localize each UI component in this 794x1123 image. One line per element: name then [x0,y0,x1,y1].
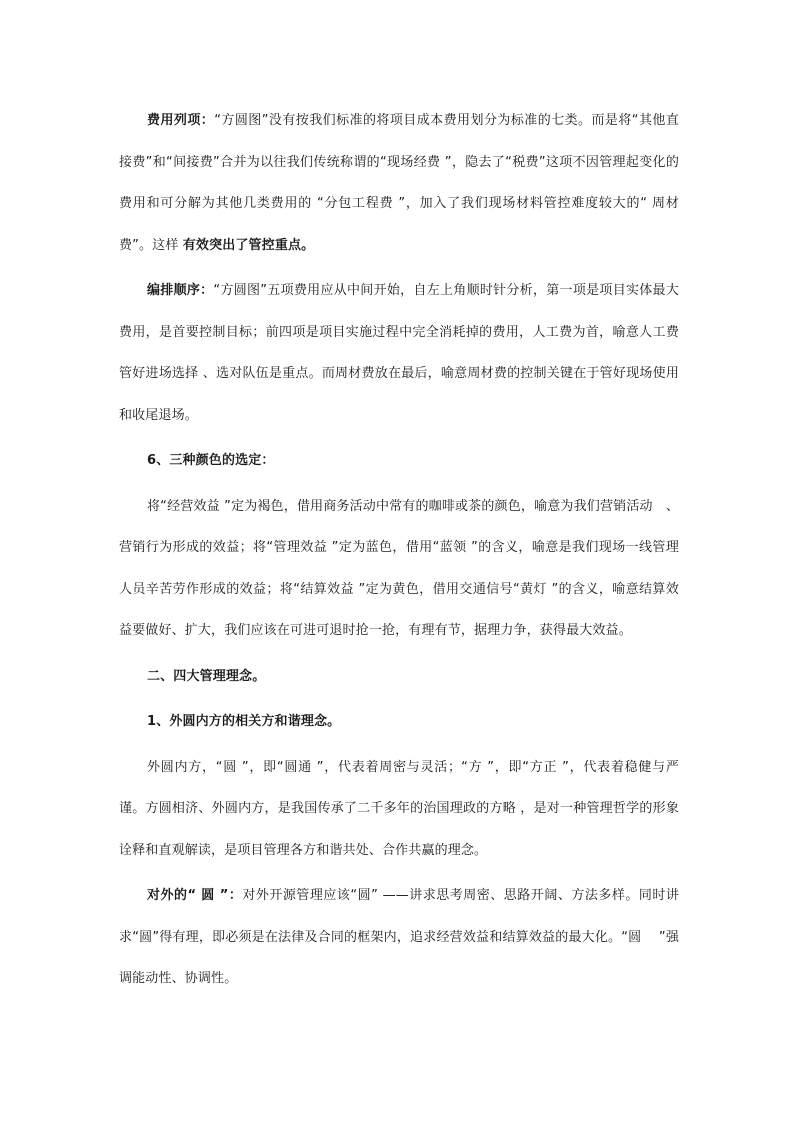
heading-four-concepts: 二、四大管理理念。 [147,668,266,684]
document-body [119,100,679,1004]
lead-order: 编排顺序： [147,283,214,298]
lead-external-round: 对外的“ 圆 ”： [147,888,243,903]
paragraph-colors: 将“经营效益 ”定为褐色，借用商务活动中常有的咖啡或茶的颜色，喻意为我们营销活动 、营销行为形成的效益；将“管理效益 ”定为蓝色，借用“蓝领 ”的含义，喻意是我们现场一线管理人员辛苦劳作形成的效益；将“结算效益 ”定为黄色，借用交通信号“黄灯 ”的含义，喻意结算效益要做好、扩大，我们应该在可进可退时抢一抢，有理有节，据理力争，获得最大效益。 [119,498,679,638]
lead-cost-items: 费用列项： [147,113,215,128]
text-order: “方圆图”五项费用应从中间开始，自左上角顺时针分析，第一项是项目实体最大费用，是首要控制目标；前四项是项目实施过程中完全消耗掉的费用，人工费为首，喻意人工费管好进场选择 、选对队伍是重点。而周材费放在最后，喻意周材费的控制关键在于管好现场使用和收尾退场。 [119,283,679,423]
heading-three-colors: 6、三种颜色的选定： [147,453,275,468]
text-external-round: 对外开源管理应该“圆” ——讲求思考周密、思路开阔、方法多样。同时讲求“圆”得有理，即必须是在法律及合同的框架内，追求经营效益和结算效益的最大化。“圆 ”强调能动性、协调性。 [119,888,679,986]
paragraph-cost-items [119,100,679,266]
paragraph-outer-round: 外圆内方，“圆 ”，即“圆通 ”，代表着周密与灵活；“方 ”，即“方正 ”，代表着稳健与严谨。方圆相济、外圆内方，是我国传承了二千多年的治国理政的方略 ，是对一种管理哲学的形象诠释和直观解读，是项目管理各方和谐共处、合作共赢的理念。 [119,759,679,858]
paragraph-order [119,270,679,436]
paragraph-external-round [119,875,679,1000]
emphasis-cost-items: 有效突出了管控重点。 [182,237,315,253]
text-cost-items: “方圆图”没有按我们标准的将项目成本费用划分为标准的七类。而是将“其他直接费”和“间接费”合并为以往我们传统称谓的“现场经费 ”，隐去了“税费”这项不因管理起变化的费用和可分解为其他几类费用的 “分包工程费 ”，加入了我们现场材料管控难度较大的“ 周材费”。这样 [119,113,679,253]
heading-outer-round: 1、外圆内方的相关方和谐理念。 [147,714,341,729]
